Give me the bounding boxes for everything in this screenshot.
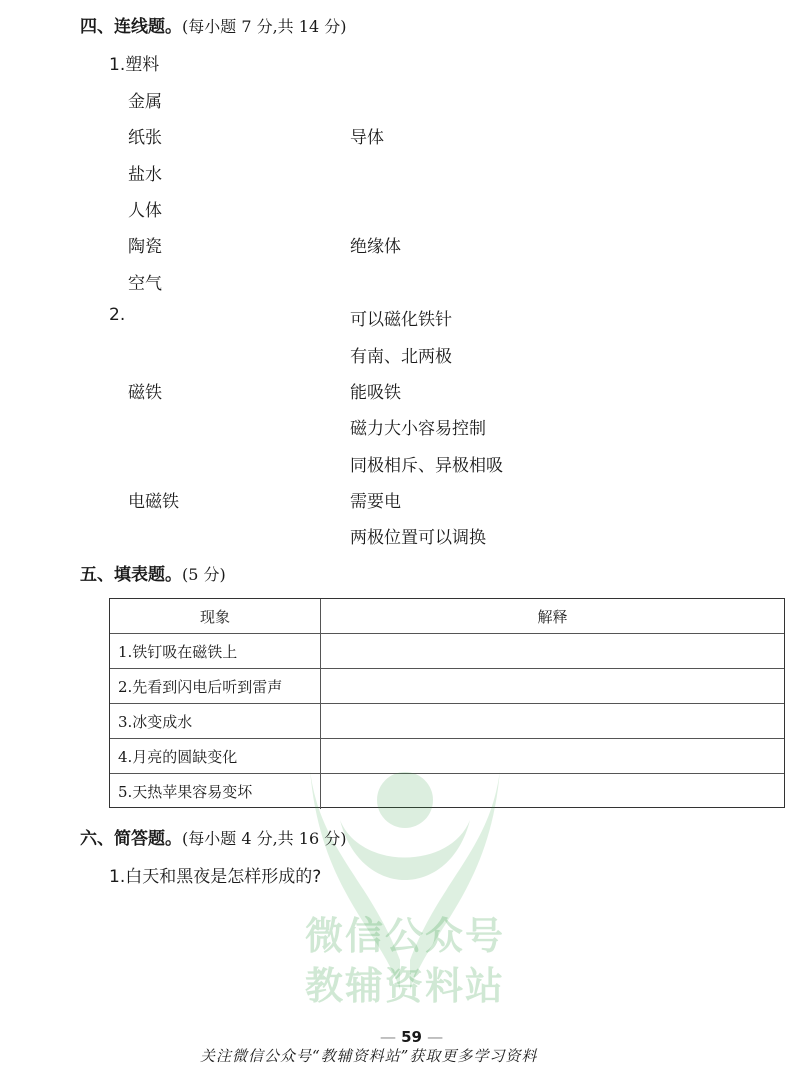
section5-heading: 五、填表题。(5 分) <box>80 565 226 585</box>
q1-left-item: 纸张 <box>128 128 162 148</box>
phenomenon-cell: 3.冰变成水 <box>110 704 321 738</box>
q1-label: 1.塑料 <box>109 55 160 75</box>
q2-right-item: 磁力大小容易控制 <box>350 419 486 439</box>
q2-right-item: 有南、北两极 <box>350 347 452 367</box>
table-row <box>110 634 784 669</box>
q6-question: 1.白天和黑夜是怎样形成的? <box>109 867 322 887</box>
q2-left-item: 电磁铁 <box>128 492 179 512</box>
phenomenon-cell: 5.天热苹果容易变坏 <box>110 774 321 809</box>
table-row <box>110 704 784 739</box>
section6-heading: 六、简答题。(每小题 4 分,共 16 分) <box>80 829 347 849</box>
q1-left-item: 陶瓷 <box>128 237 162 257</box>
explanation-answer-cell[interactable] <box>321 634 784 668</box>
q2-label: 2. <box>109 305 126 325</box>
q1-right-item: 绝缘体 <box>350 237 401 257</box>
q2-right-item: 同极相斥、异极相吸 <box>350 456 503 476</box>
q2-right-item: 两极位置可以调换 <box>350 528 486 548</box>
column-header-phenomenon: 现象 <box>110 599 321 633</box>
page-number: — 59 — <box>380 1027 444 1046</box>
q1-left-item: 盐水 <box>128 165 162 185</box>
phenomenon-cell: 2.先看到闪电后听到雷声 <box>110 669 321 703</box>
footer-note: 关注微信公众号“教辅资料站”获取更多学习资料 <box>200 1047 538 1065</box>
column-header-explanation: 解释 <box>537 607 568 626</box>
section4-heading: 四、连线题。(每小题 7 分,共 14 分) <box>80 17 347 37</box>
explanation-answer-cell[interactable] <box>321 704 784 738</box>
q1-right-item: 导体 <box>350 128 384 148</box>
q2-right-item: 可以磁化铁针 <box>350 310 452 330</box>
watermark-text-line2: 教辅资料站 <box>305 964 506 1008</box>
table-row <box>110 669 784 704</box>
q1-left-item: 金属 <box>128 92 162 112</box>
q2-right-item: 需要电 <box>350 492 401 512</box>
q1-left-item: 空气 <box>128 274 162 294</box>
q2-right-item: 能吸铁 <box>350 383 401 403</box>
q1-left-item: 人体 <box>128 201 162 221</box>
explanation-answer-cell[interactable] <box>321 669 784 703</box>
watermark-text-line1: 微信公众号 <box>305 914 506 958</box>
q2-left-item: 磁铁 <box>128 383 162 403</box>
table-header-row <box>110 599 784 634</box>
phenomenon-cell: 4.月亮的圆缺变化 <box>110 739 321 773</box>
phenomenon-cell: 1.铁钉吸在磁铁上 <box>110 634 321 668</box>
